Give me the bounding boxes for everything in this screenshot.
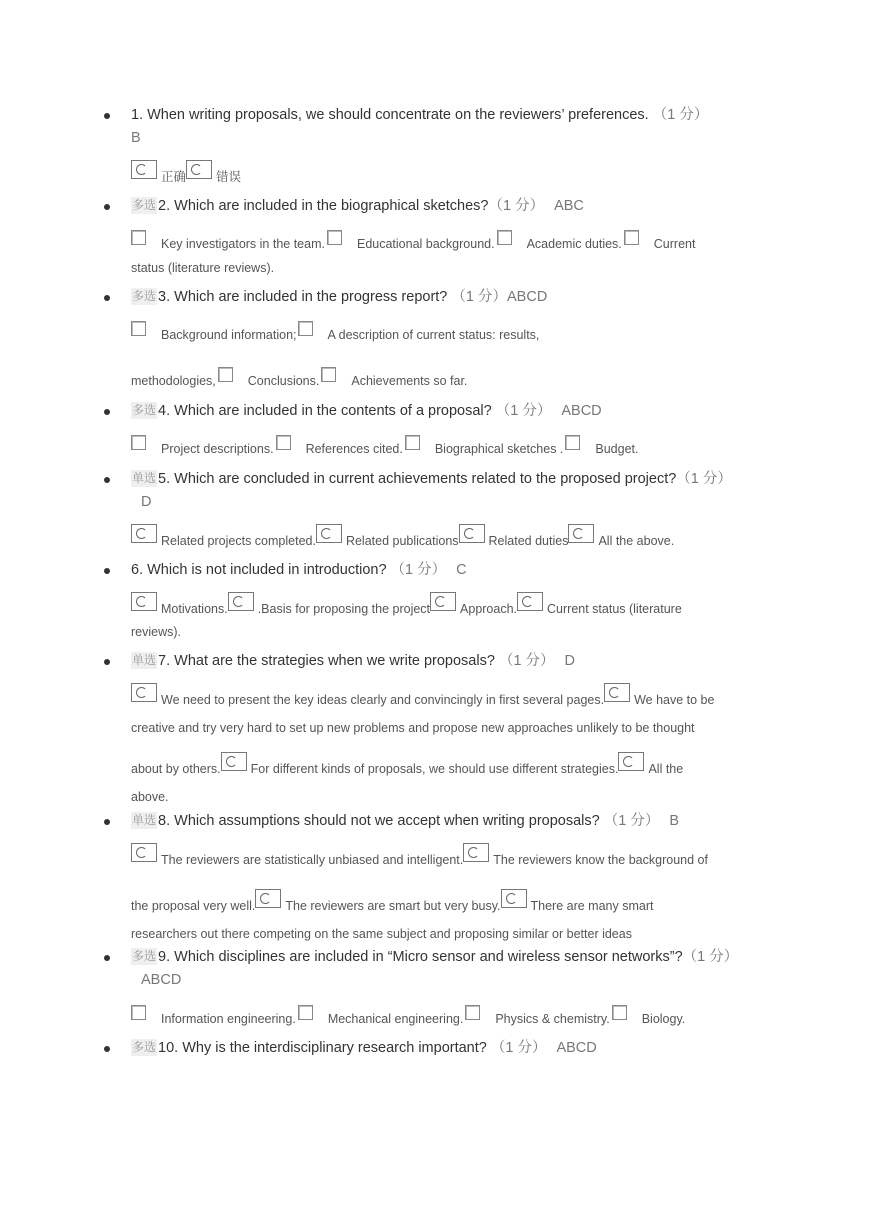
option-label-continued: researchers out there competing on the same subject and proposing similar or better ideas (131, 927, 632, 941)
checkbox[interactable] (612, 1005, 627, 1020)
option-label: .Basis for proposing the project (257, 602, 431, 616)
option-label: Motivations. (161, 602, 228, 616)
option-label: Approach. (460, 602, 518, 616)
option-label: Mechanical engineering. (327, 1012, 464, 1026)
checkbox[interactable] (131, 230, 146, 245)
option-label: 错误 (216, 170, 242, 184)
option-label: Biographical sketches . (434, 442, 564, 456)
list-bullet (104, 819, 110, 825)
radio-button[interactable] (568, 524, 594, 543)
question-text: 单选 7. What are the strategies when we write proposals? （1 分） D (132, 653, 576, 669)
radio-button[interactable] (186, 160, 212, 179)
option-label-continued: status (literature reviews). (131, 261, 275, 275)
question-type-tag: 多选 (132, 1040, 157, 1054)
checkbox[interactable] (327, 230, 342, 245)
radio-button[interactable] (131, 683, 157, 702)
question-2 (131, 195, 741, 278)
question-9 (131, 946, 741, 1037)
radio-button[interactable] (501, 889, 527, 908)
option-label-continued: about by others. (131, 762, 221, 776)
question-3 (131, 286, 741, 401)
list-bullet (104, 477, 110, 483)
list-bullet (104, 568, 110, 574)
radio-button[interactable] (316, 524, 342, 543)
option-label: Educational background. (356, 237, 495, 251)
option-label: All the above. (598, 534, 675, 548)
checkbox[interactable] (131, 321, 146, 336)
radio-button[interactable] (131, 843, 157, 862)
question-text: 多选 3. Which are included in the progress report? （1 分）ABCD (132, 289, 548, 305)
question-type-tag: 单选 (132, 653, 157, 667)
option-label: We have to be (634, 693, 715, 707)
option-label: Biology. (641, 1012, 686, 1026)
checkbox[interactable] (405, 435, 420, 450)
question-10 (131, 1037, 741, 1060)
option-label-continued: above. (131, 790, 169, 804)
option-label: Background information; (161, 328, 297, 342)
checkbox[interactable] (465, 1005, 480, 1020)
list-bullet (104, 204, 110, 210)
question-6 (131, 559, 741, 647)
option-label-continued: methodologies, (131, 374, 216, 388)
checkbox[interactable] (276, 435, 291, 450)
question-7 (131, 650, 741, 808)
radio-button[interactable] (463, 843, 489, 862)
checkbox[interactable] (131, 435, 146, 450)
radio-button[interactable] (221, 752, 247, 771)
radio-button[interactable] (604, 683, 630, 702)
list-bullet (104, 659, 110, 665)
option-label: A description of current status: results, (327, 328, 540, 342)
radio-button[interactable] (618, 752, 644, 771)
option-label: There are many smart (530, 899, 654, 913)
radio-button[interactable] (255, 889, 281, 908)
question-type-tag: 多选 (132, 949, 157, 963)
question-1 (131, 104, 741, 190)
option-label: Budget. (595, 442, 639, 456)
question-text: 多选 4. Which are included in the contents of a proposal? （1 分） ABCD (132, 403, 602, 419)
question-type-tag: 多选 (132, 403, 157, 417)
option-label: Current status (literature (547, 602, 682, 616)
option-label: Key investigators in the team. (161, 237, 325, 251)
option-label: The reviewers know the background of (493, 853, 708, 867)
option-label: All the (648, 762, 684, 776)
radio-button[interactable] (131, 524, 157, 543)
list-bullet (104, 955, 110, 961)
option-label: Information engineering. (161, 1012, 296, 1026)
option-label: Related duties (488, 534, 569, 548)
radio-button[interactable] (228, 592, 254, 611)
radio-button[interactable] (517, 592, 543, 611)
question-type-tag: 多选 (132, 289, 157, 303)
question-type-tag: 多选 (132, 198, 157, 212)
option-label: Current (653, 237, 696, 251)
list-bullet (104, 1046, 110, 1052)
option-label: Related publications (345, 534, 459, 548)
radio-button[interactable] (459, 524, 485, 543)
option-label: Academic duties. (526, 237, 622, 251)
option-label: Physics & chemistry. (495, 1012, 610, 1026)
checkbox[interactable] (218, 367, 233, 382)
question-4 (131, 400, 741, 463)
option-label: The reviewers are statistically unbiased and intelligent. (161, 853, 464, 867)
option-label-continued: creative and try very hard to set up new problems and propose new approaches unlikely to be thought (131, 721, 695, 735)
option-label: Project descriptions. (161, 442, 274, 456)
option-label: Related projects completed. (161, 534, 316, 548)
question-type-tag: 单选 (132, 813, 157, 827)
option-label: Conclusions. (247, 374, 320, 388)
checkbox[interactable] (298, 321, 313, 336)
question-5 (131, 468, 741, 564)
question-type-tag: 单选 (132, 471, 157, 485)
question-text: 单选 8. Which assumptions should not we accept when writing proposals? （1 分） B (132, 813, 679, 829)
question-8 (131, 810, 741, 963)
question-text: 单选 5. Which are concluded in current achievements related to the proposed project?（1 分）D (132, 471, 732, 510)
checkbox[interactable] (497, 230, 512, 245)
question-text: 多选 2. Which are included in the biographical sketches?（1 分） ABC (132, 198, 584, 214)
checkbox[interactable] (624, 230, 639, 245)
list-bullet (104, 113, 110, 119)
option-label: We need to present the key ideas clearly and convincingly in first several pages. (161, 693, 605, 707)
option-label: References cited. (305, 442, 403, 456)
option-label-continued: the proposal very well. (131, 899, 256, 913)
question-text: 多选 10. Why is the interdisciplinary research important? （1 分） ABCD (132, 1040, 597, 1056)
question-text: 1. When writing proposals, we should concentrate on the reviewers’ preferences. （1 分） B (131, 107, 709, 146)
checkbox[interactable] (298, 1005, 313, 1020)
option-label-continued: reviews). (131, 625, 182, 639)
question-text: 6. Which is not included in introduction? （1 分） C (131, 562, 467, 578)
checkbox[interactable] (565, 435, 580, 450)
radio-button[interactable] (131, 160, 157, 179)
radio-button[interactable] (430, 592, 456, 611)
question-text: 多选 9. Which disciplines are included in “Micro sensor and wireless sensor networks”?（1 分）ABCD (132, 949, 739, 988)
option-label: For different kinds of proposals, we should use different strategies. (250, 762, 619, 776)
checkbox[interactable] (131, 1005, 146, 1020)
option-label: The reviewers are smart but very busy. (285, 899, 501, 913)
option-label: Achievements so far. (351, 374, 468, 388)
list-bullet (104, 409, 110, 415)
radio-button[interactable] (131, 592, 157, 611)
option-label: 正确 (161, 170, 187, 184)
list-bullet (104, 295, 110, 301)
checkbox[interactable] (321, 367, 336, 382)
